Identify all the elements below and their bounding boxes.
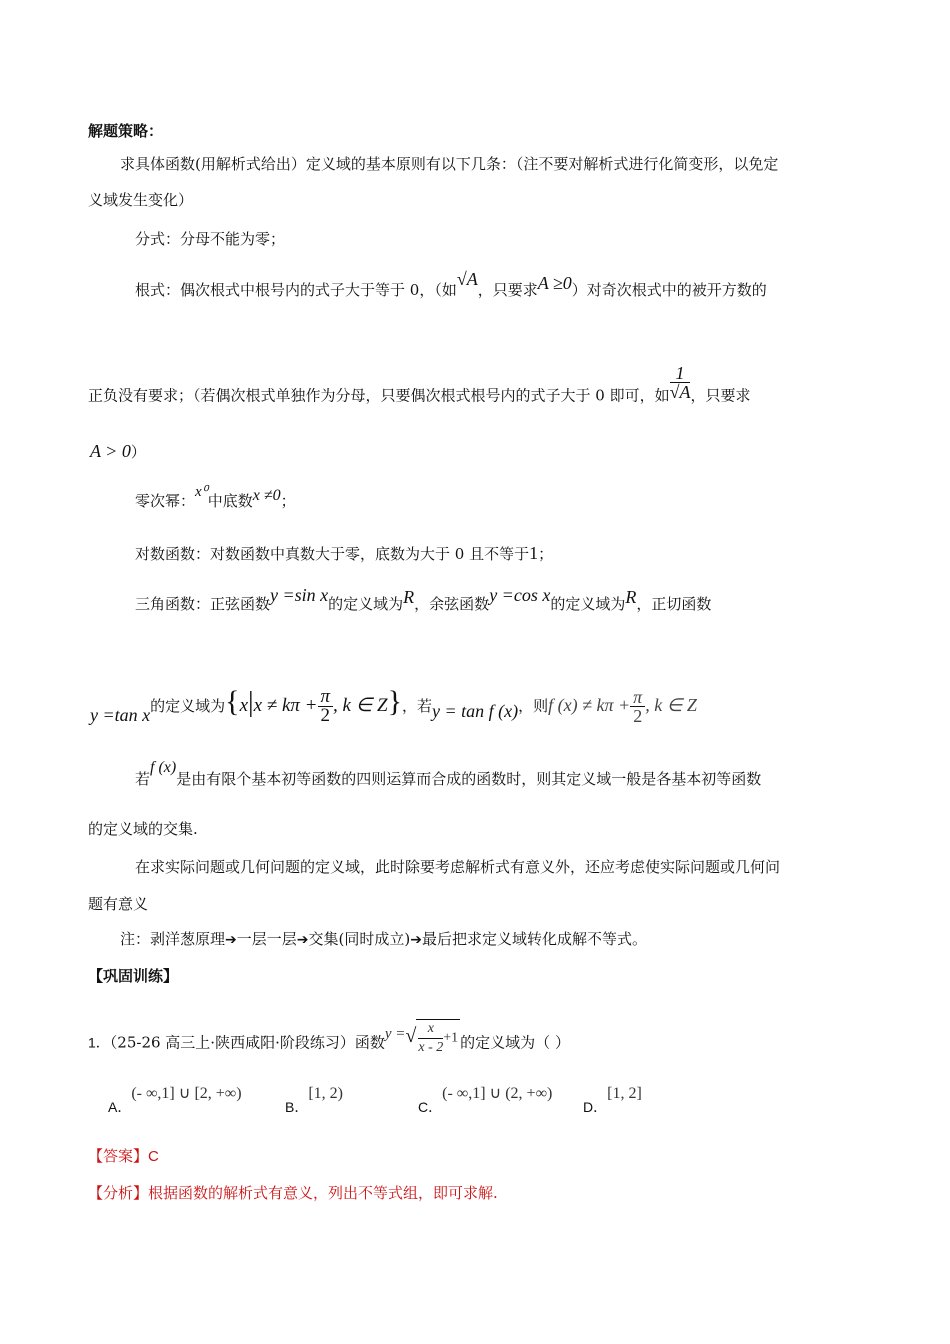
q1-frac-den: x - 2: [418, 1040, 444, 1055]
intro-line-1: 求具体函数(用解析式给出）定义域的基本原则有以下几条：（注不要对解析式进行化简变形，以免定: [120, 155, 779, 173]
tan-rule: [90, 684, 697, 727]
zero-text-c: ；: [280, 492, 296, 510]
note-line: [120, 928, 647, 951]
q1-number: 1．: [88, 1034, 110, 1051]
answer-value: C: [148, 1148, 159, 1165]
tan-text-b: ，若: [402, 696, 433, 715]
option-b-label: B．: [285, 1099, 309, 1115]
tan-set-var: x: [239, 694, 248, 716]
analysis-line: [88, 1182, 498, 1204]
tan-set-cond: x ≠ kπ +: [253, 694, 318, 716]
compose-text-a: 若: [135, 770, 151, 788]
log-rule: [135, 542, 553, 565]
compose-line-1: [135, 759, 762, 791]
analysis-tag: 【分析】: [88, 1184, 149, 1202]
arrow-icon: ➔: [296, 932, 309, 948]
option-a-label: A．: [108, 1099, 132, 1115]
tan-domain-set: {x|x ≠ kπ + $\frac{\pi}{2}$ , k ∈ Z}: [225, 684, 402, 726]
practical-line-1: 在求实际问题或几何问题的定义域，此时除要考虑解析式有意义外，还应考虑使实际问题或几何问: [135, 858, 781, 876]
trig-R1: R: [403, 587, 415, 607]
root3-end: ）: [130, 443, 146, 461]
option-a[interactable]: [108, 1085, 242, 1119]
tan-cond-two: 2: [633, 706, 643, 727]
intro-line-2: 义域发生变化）: [88, 191, 194, 209]
trig-text-b: 的定义域为: [328, 595, 404, 613]
option-d[interactable]: [583, 1085, 642, 1119]
trig-math-cos: y =cos x: [489, 585, 551, 605]
tan-math-cond: [548, 687, 697, 727]
log-end: ；: [538, 545, 554, 563]
note-text-c: 交集(同时成立): [308, 930, 411, 948]
zero-math-x0: x⁰: [195, 484, 208, 500]
root-text-c: ）对奇次根式中的被开方数的: [571, 281, 767, 299]
tan-math-f: y = tan f (x): [432, 700, 519, 721]
tan-cond-pi: π: [630, 688, 645, 707]
trig-rule: [135, 585, 712, 615]
tan-text-a: 的定义域为: [150, 696, 226, 715]
note-text-a: 注：剥洋葱原理: [120, 930, 226, 948]
root-rule-line-2: [88, 363, 751, 415]
tan-cond-end: , k ∈ Z: [645, 694, 697, 715]
root3-math: A > 0: [90, 441, 131, 461]
answer-tag: 【答案】: [88, 1147, 149, 1165]
tan-cond-frac: [630, 688, 645, 725]
root-text-b: ，只要求: [477, 281, 538, 299]
root2-text-a: 正负没有要求；（若偶次根式单独作为分母，只要偶次根式根号内的式子大于 0 即可，如: [88, 386, 670, 405]
tan-set-end: , k ∈ Z: [333, 694, 388, 716]
fraction-rule: 分式：分母不能为零；: [135, 230, 286, 248]
q1-frac-num: x: [418, 1020, 443, 1039]
section-heading: 【巩固训练】: [88, 967, 179, 985]
tan-math-y: y =tan x: [90, 704, 151, 725]
strategy-heading: 解题策略：: [88, 122, 164, 140]
zero-power-rule: [135, 484, 296, 513]
trig-R2: R: [625, 587, 637, 607]
trig-text-e: ，正切函数: [636, 595, 712, 613]
root2-fraction: [670, 364, 691, 401]
arrow-icon: ➔: [410, 932, 422, 948]
option-c-label: C．: [418, 1099, 443, 1115]
option-b[interactable]: [285, 1085, 343, 1119]
compose-text-b: 是由有限个基本初等函数的四则运算而合成的函数时，则其定义域一般是各基本初等函数: [176, 770, 762, 788]
arrow-icon: ➔: [225, 932, 237, 948]
trig-text-a: 三角函数：正弦函数: [135, 595, 271, 613]
log-text: 对数函数：对数函数中真数大于零，底数为大于 0 且不等于: [135, 545, 530, 563]
option-c[interactable]: [418, 1085, 553, 1119]
tan-pi: π: [318, 688, 334, 707]
trig-text-d: 的定义域为: [550, 595, 626, 613]
answer-line: [88, 1145, 159, 1168]
option-d-label: D．: [583, 1099, 608, 1115]
option-c-math: (- ∞,1] ∪ (2, +∞): [442, 1085, 553, 1102]
root-text-a: 根式：偶次根式中根号内的式子大于等于 0，（如: [135, 281, 457, 299]
compose-line-2: 的定义域的交集.: [88, 820, 198, 838]
trig-text-c: ，余弦函数: [414, 595, 490, 613]
question-1: [88, 1021, 570, 1063]
tan-cond-main: f (x) ≠ kπ +: [548, 694, 631, 715]
tan-set-frac: [318, 688, 334, 725]
q1-radical: √: [405, 1024, 417, 1047]
tan-two: 2: [320, 705, 331, 726]
root-math-a-geq-0: A ≥0: [537, 273, 572, 293]
zero-math-x-neq-0: x ≠0: [252, 487, 281, 504]
option-a-math: (- ∞,1] ∪ [2, +∞): [131, 1085, 242, 1102]
zero-text-a: 零次幂：: [135, 492, 196, 510]
q1-source: （25-26 高三上·陕西咸阳·阶段练习）函数: [109, 1033, 385, 1052]
note-text-b: 一层一层: [236, 930, 297, 948]
log-one: 1: [529, 543, 539, 563]
option-d-math: [1, 2]: [607, 1085, 642, 1102]
root-rule-line-3: [90, 440, 146, 463]
compose-math: f (x): [150, 759, 177, 776]
trig-math-sin: y =sin x: [270, 585, 329, 605]
root2-text-b: ，只要求: [690, 386, 751, 405]
q1-fraction: [418, 1020, 443, 1057]
note-text-d: 最后把求定义域转化成解不等式。: [421, 930, 647, 948]
q1-y: y =: [384, 1025, 406, 1042]
zero-text-b: 中底数: [207, 492, 253, 510]
root2-frac-num: 1: [670, 364, 691, 383]
root-math-sqrt-a: √A: [456, 269, 478, 289]
q1-radicand: [416, 1019, 460, 1057]
q1-plus-one: +1: [443, 1030, 459, 1046]
practical-line-2: 题有意义: [88, 895, 149, 913]
root-rule-line-1: [135, 269, 767, 301]
q1-end: 的定义域为（ ）: [460, 1033, 570, 1052]
tan-text-c: ，则: [518, 696, 549, 715]
option-b-math: [1, 2): [308, 1085, 343, 1102]
root2-frac-den: √A: [669, 382, 691, 402]
analysis-text: 根据函数的解析式有意义，列出不等式组，即可求解.: [148, 1184, 498, 1202]
